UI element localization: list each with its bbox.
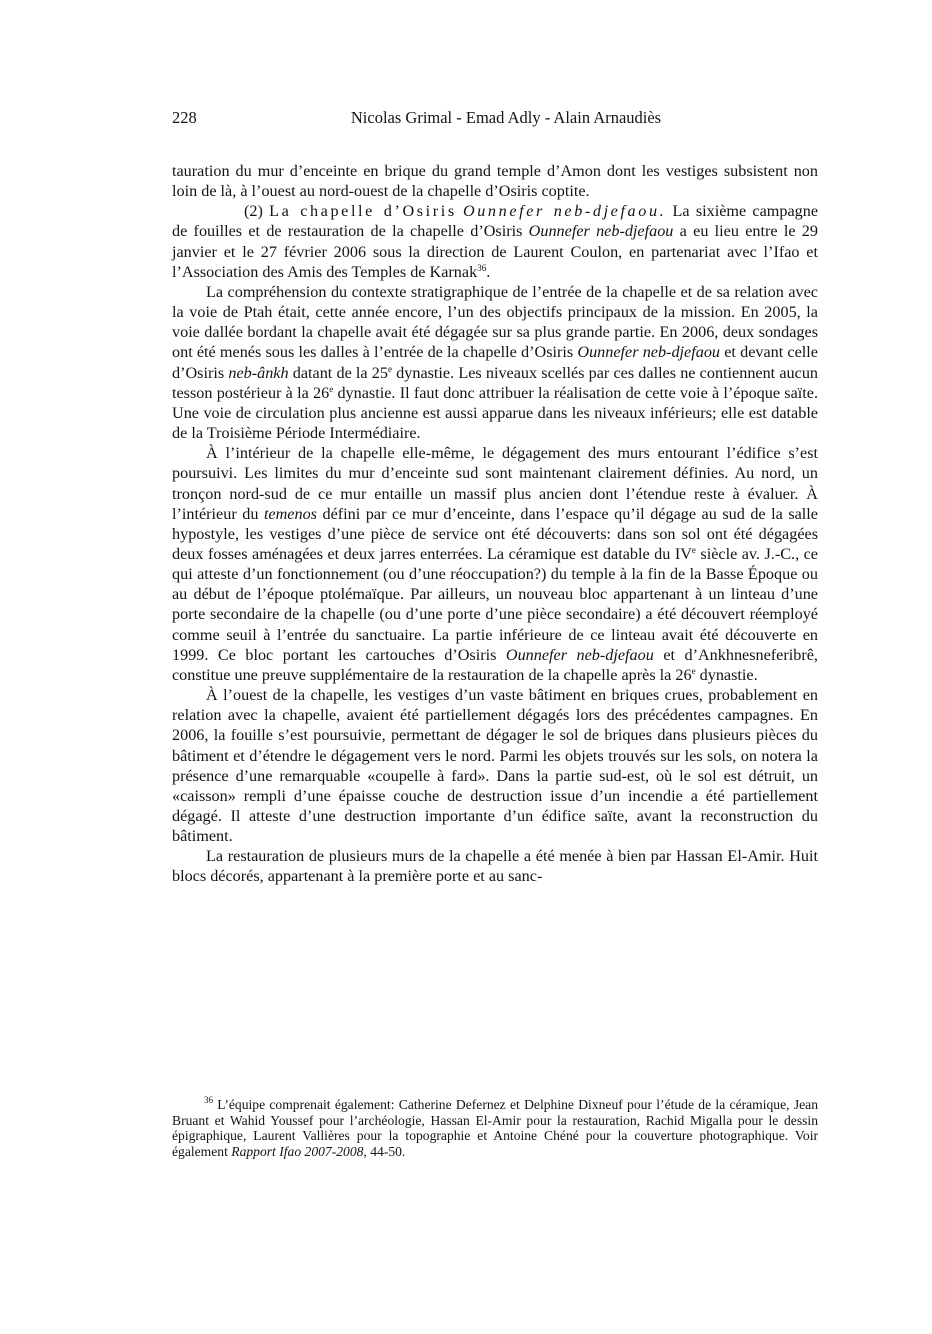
- paragraph-restauration: La restauration de plusieurs murs de la chapelle a été menée à bien par Hassan El-Amir. Huit blocs décorés, appartenant à la première porte et au sanc-: [172, 847, 818, 886]
- footnotes: [172, 1097, 818, 1159]
- body-text: [172, 161, 818, 887]
- page-number: 228: [172, 108, 197, 127]
- running-head-authors: Nicolas Grimal - Emad Adly - Alain Arnaudiès: [350, 108, 662, 127]
- paragraph-ouest: À l’ouest de la chapelle, les vestiges d’un vaste bâtiment en briques crues, probablement en relation avec la chapelle, avaient été partiellement dégagés lors des précédentes campagnes. En 2006, la fouille s’est poursuivie, permettant de dégager le sol de briques dans plusieurs pièces du bâtiment et d’étendre le dégagement vers le nord. Parmi les objets trouvés sur les sols, on notera la présence d’une remarquable «coupelle à fard». Dans la partie sud-est, où le sol est détruit, un «caisson» rempli d’une épaisse couche de destruction issue d’un incendie a été partiellement dégagé. Il atteste d’une destruction importante d’un édifice saïte, avant la reconstruction du bâtiment.: [172, 686, 818, 846]
- paragraph-stratigraphie: La compréhension du contexte stratigraphique de l’entrée de la chapelle et de sa relation avec la voie de Ptah était, cette année encore, l’un des objectifs principaux de la mission. En 2005, la voie dallée bordant la chapelle avait été dégagée sur sa plus grande partie. En 2006, deux sondages ont été menés sous les dalles à l’entrée de la chapelle d’Osiris Ounnefer neb-djefaou et devant celle d’Osiris neb-ânkh datant de la 25e dynastie. Les niveaux scellés par ces dalles ne contiennent aucun tesson postérieur à la 26e dynastie. Il faut donc attribuer la réalisation de cette voie à l’époque saïte. Une voie de circulation plus ancienne est aussi apparue dans les niveaux inférieurs; elle est datable de la Troisième Période Intermédiaire.: [172, 282, 819, 443]
- section-paragraph-chapelle: (2) La chapelle d’Osiris Ounnefer neb-djefaou. La sixième campagne de fouilles et de restauration de la chapelle d’Osiris Ounnefer neb-djefaou a eu lieu entre le 29 janvier et le 27 février 2006 sous la direction de Laurent Coulon, en partenariat avec l’Ifao et l’Association des Amis des Temples de Karnak$^{36}$.: [172, 202, 819, 281]
- footnote-reference[interactable]: 36: [477, 262, 487, 273]
- footnote-number: 36: [204, 1095, 213, 1105]
- section-title: La chapelle d’Osiris: [269, 202, 457, 221]
- section-number: (2): [244, 202, 263, 221]
- footnote-36: $^{36}$ L’équipe comprenait également: Catherine Defernez et Delphine Dixneuf pour l’étude de la céramique, Jean Bruant et Wahid Youssef pour l’archéologie, Hassan El-Amir pour la restauration, Rachid Migalla pour le dessin épigraphique, Laurent Vallières pour la topographie et Antoine Chéné pour la couverture photographique. Voir également Rapport Ifao 2007-2008, 44-50.: [172, 1095, 818, 1159]
- section-title-italic: Ounnefer neb-djefaou.: [462, 202, 667, 221]
- paragraph-continuation: tauration du mur d’enceinte en brique du grand temple d’Amon dont les vestiges subsistent non loin de là, à l’ouest au nord-ouest de la chapelle d’Osiris coptite.: [172, 162, 818, 201]
- running-head: [172, 106, 818, 130]
- paragraph-interieur: À l’intérieur de la chapelle elle-même, le dégagement des murs entourant l’édifice s’est poursuivi. Les limites du mur d’enceinte sud sont maintenant clairement définies. Au nord, un tronçon nord-sud de ce mur entaille un massif plus ancien dont l’étendue reste à évaluer. À l’intérieur du temenos défini par ce mur d’enceinte, dans l’espace qu’il dégage au sud de la salle hypostyle, les vestiges d’une pièce de service ont été découverts: dans son sol ont été dégagées deux fosses aménagées et deux jarres enterrées. La céramique est datable du IVe siècle av. J.-C., ce qui atteste d’un fonctionnement (ou d’une réoccupation?) du temple à la fin de la Basse Époque ou au début de l’époque ptolémaïque. Par ailleurs, un nouveau bloc appartenant à un linteau d’une porte secondaire de la chapelle (ou d’une porte d’une pièce secondaire) a été découvert réemployé comme seuil à l’entrée du sanctuaire. La partie inférieure de ce linteau avait été découverte en 1999. Ce bloc portant les cartouches d’Osiris Ounnefer neb-djefaou et d’Ankhnesneferibrê, constitue une preuve supplémentaire de la restauration de la chapelle après la 26e dynastie.: [172, 444, 818, 684]
